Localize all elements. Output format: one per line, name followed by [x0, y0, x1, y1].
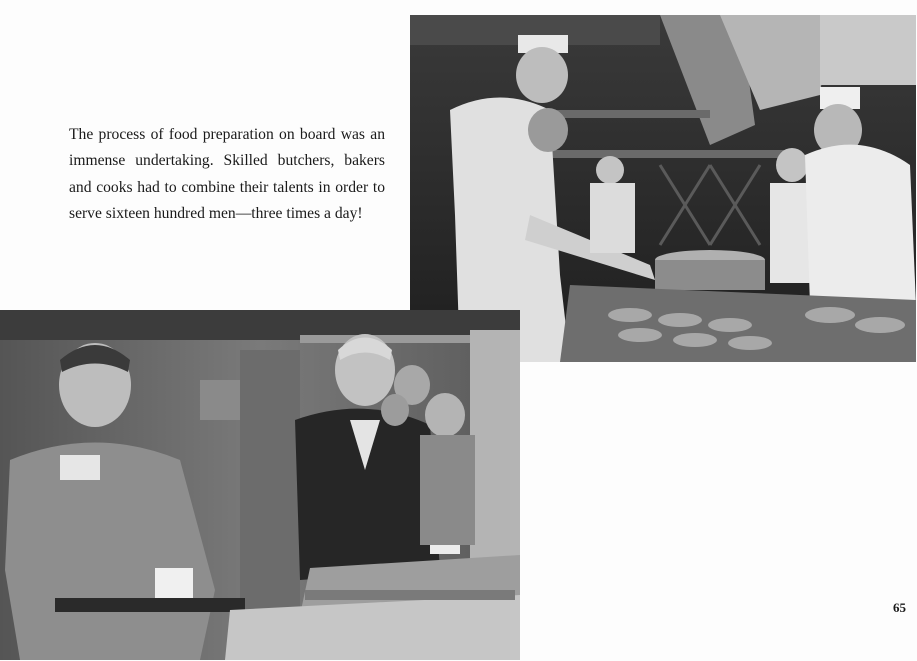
mess-line-photo [0, 310, 520, 660]
mess-line-photo-image [0, 310, 520, 660]
page-number: 65 [893, 600, 906, 615]
page-caption: The process of food preparation on board was an immense undertaking. Skilled butchers, bakers and cooks had to combine their talents in order to serve sixteen hundred men—three times a day! [69, 125, 385, 223]
